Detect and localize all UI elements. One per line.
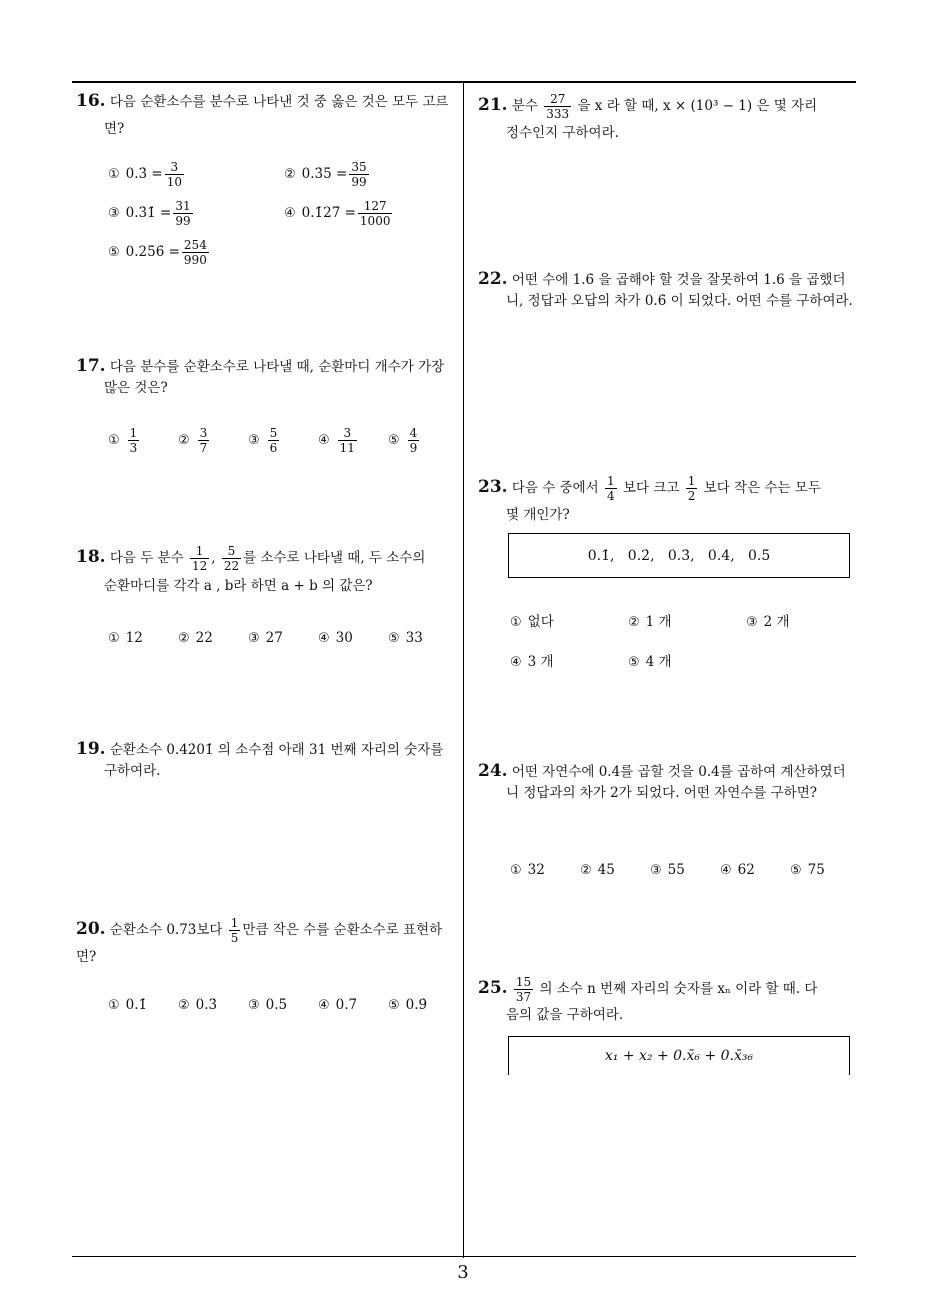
q17-choice-1[interactable]: ① $\frac{1}{3}$	[108, 426, 138, 455]
top-rule	[72, 81, 856, 83]
question-16	[76, 88, 456, 143]
question-number: 16.	[76, 91, 106, 111]
question-number: 25.	[478, 978, 508, 998]
q24-choice-5[interactable]: ⑤ 75	[790, 862, 825, 878]
question-text: 다음 순환소수를 분수로 나타낸 것 중 옳은 것은 모두 고르면?	[104, 94, 449, 137]
q20-choice-3[interactable]: ③ 0.5̇	[248, 997, 288, 1013]
column-divider	[463, 83, 464, 1258]
question-22	[478, 268, 858, 309]
question-20: 20. 순환소수 0.73̇보다 $\frac{1}{5}$ 만큼 작은 수를 순환소수로 표현하면?	[76, 916, 443, 965]
question-number: 18.	[76, 547, 106, 567]
question-number: 19.	[76, 739, 106, 759]
q17-choice-5[interactable]: ⑤ $\frac{4}{9}$	[388, 426, 418, 455]
q16-choice-1[interactable]: ① 0.3̇ = $\frac{3}{10}$	[108, 160, 183, 189]
q18-choice-2[interactable]: ② 22	[178, 630, 213, 646]
question-25: 25. $\frac{15}{37}$ 의 소수 n 번째 자리의 숫자를 xₙ 이라 할 때. 다 음의 값을 구하여라.	[478, 975, 818, 1023]
q20-choice-2[interactable]: ② 0.3̇	[178, 997, 218, 1013]
question-text: 어떤 수에 1.6̇ 을 곱해야 할 것을 잘못하여 1.6 을 곱했더니, 정답과 오답의 차가 0.6̇ 이 되었다. 어떤 수를 구하여라.	[506, 272, 853, 309]
q16-choice-3[interactable]: ③ 0.3̇1̇ = $\frac{31}{99}$	[108, 199, 191, 228]
bottom-rule	[72, 1256, 856, 1257]
question-text: 다음 분수를 순환소수로 나타낼 때, 순환마디 개수가 가장 많은 것은?	[104, 359, 445, 396]
q18-choice-4[interactable]: ④ 30	[318, 630, 353, 646]
q20-choice-4[interactable]: ④ 0.7̇	[318, 997, 358, 1013]
question-number: 22.	[478, 269, 508, 289]
q18-choice-1[interactable]: ① 12	[108, 630, 143, 646]
q16-choice-2[interactable]: ② 0.3̇5̇ = $\frac{35}{99}$	[284, 160, 367, 189]
q24-choice-2[interactable]: ② 45	[580, 862, 615, 878]
q23-choice-2[interactable]: ② 1 개	[628, 614, 672, 630]
question-text: 어떤 자연수에 0.4̇를 곱할 것을 0.4를 곱하여 계산하였더니 정답과의 차가 2가 되었다. 어떤 자연수를 구하면?	[506, 764, 846, 801]
page-number: 3	[457, 1262, 469, 1283]
question-number: 23.	[478, 477, 508, 497]
q20-choice-1[interactable]: ① 0.1̇	[108, 997, 148, 1013]
question-19	[76, 738, 456, 779]
q23-choice-4[interactable]: ④ 3 개	[510, 654, 554, 670]
question-21: 21. 분수 $\frac{27}{333}$ 을 x 라 할 때, x × (10³ − 1) 은 몇 자리 정수인지 구하여라.	[478, 92, 818, 141]
q17-choice-4[interactable]: ④ $\frac{3}{11}$	[318, 426, 355, 455]
q20-choice-5[interactable]: ⑤ 0.9̇	[388, 997, 428, 1013]
question-text: 순환소수 0.42̇01̇ 의 소수점 아래 31 번째 자리의 숫자를 구하여라.	[104, 742, 444, 779]
question-24	[478, 760, 858, 801]
question-number: 20.	[76, 919, 106, 939]
q17-choice-3[interactable]: ③ $\frac{5}{6}$	[248, 426, 278, 455]
question-number: 17.	[76, 356, 106, 376]
q16-choice-5[interactable]: ⑤ 0.25̇6̇ = $\frac{254}{990}$	[108, 238, 207, 267]
question-23: 23. 다음 수 중에서 $\frac{1}{4}$ 보다 크고 $\frac{1}{2}$ 보다 작은 수는 모두 몇 개인가?	[478, 474, 821, 523]
q24-choice-3[interactable]: ③ 55	[650, 862, 685, 878]
q23-choice-5[interactable]: ⑤ 4 개	[628, 654, 672, 670]
q18-choice-3[interactable]: ③ 27	[248, 630, 283, 646]
q16-choice-4[interactable]: ④ 0.1̇27̇ = $\frac{127}{1000}$	[284, 199, 391, 228]
question-18: 18. 다음 두 분수 $\frac{1}{12}$ , $\frac{5}{22}$ 를 소수로 나타낼 때, 두 소수의 순환마디를 각각 a , b라 하면 a + b 의 값은?	[76, 544, 426, 594]
q23-value-box: 0.1̇, 0.2̇, 0.3̇, 0.4̇, 0.5̇	[508, 533, 850, 578]
q24-choice-4[interactable]: ④ 62	[720, 862, 755, 878]
q23-choice-1[interactable]: ① 없다	[510, 614, 554, 630]
question-number: 21.	[478, 95, 508, 115]
q18-choice-5[interactable]: ⑤ 33	[388, 630, 423, 646]
question-number: 24.	[478, 761, 508, 781]
q25-expression-box: x₁ + x₂ + 0.x̄₆ + 0.x̄₃₆	[508, 1036, 850, 1075]
q17-choice-2[interactable]: ② $\frac{3}{7}$	[178, 426, 208, 455]
q23-choice-3[interactable]: ③ 2 개	[746, 614, 790, 630]
q24-choice-1[interactable]: ① 32	[510, 862, 545, 878]
question-17	[76, 355, 456, 396]
